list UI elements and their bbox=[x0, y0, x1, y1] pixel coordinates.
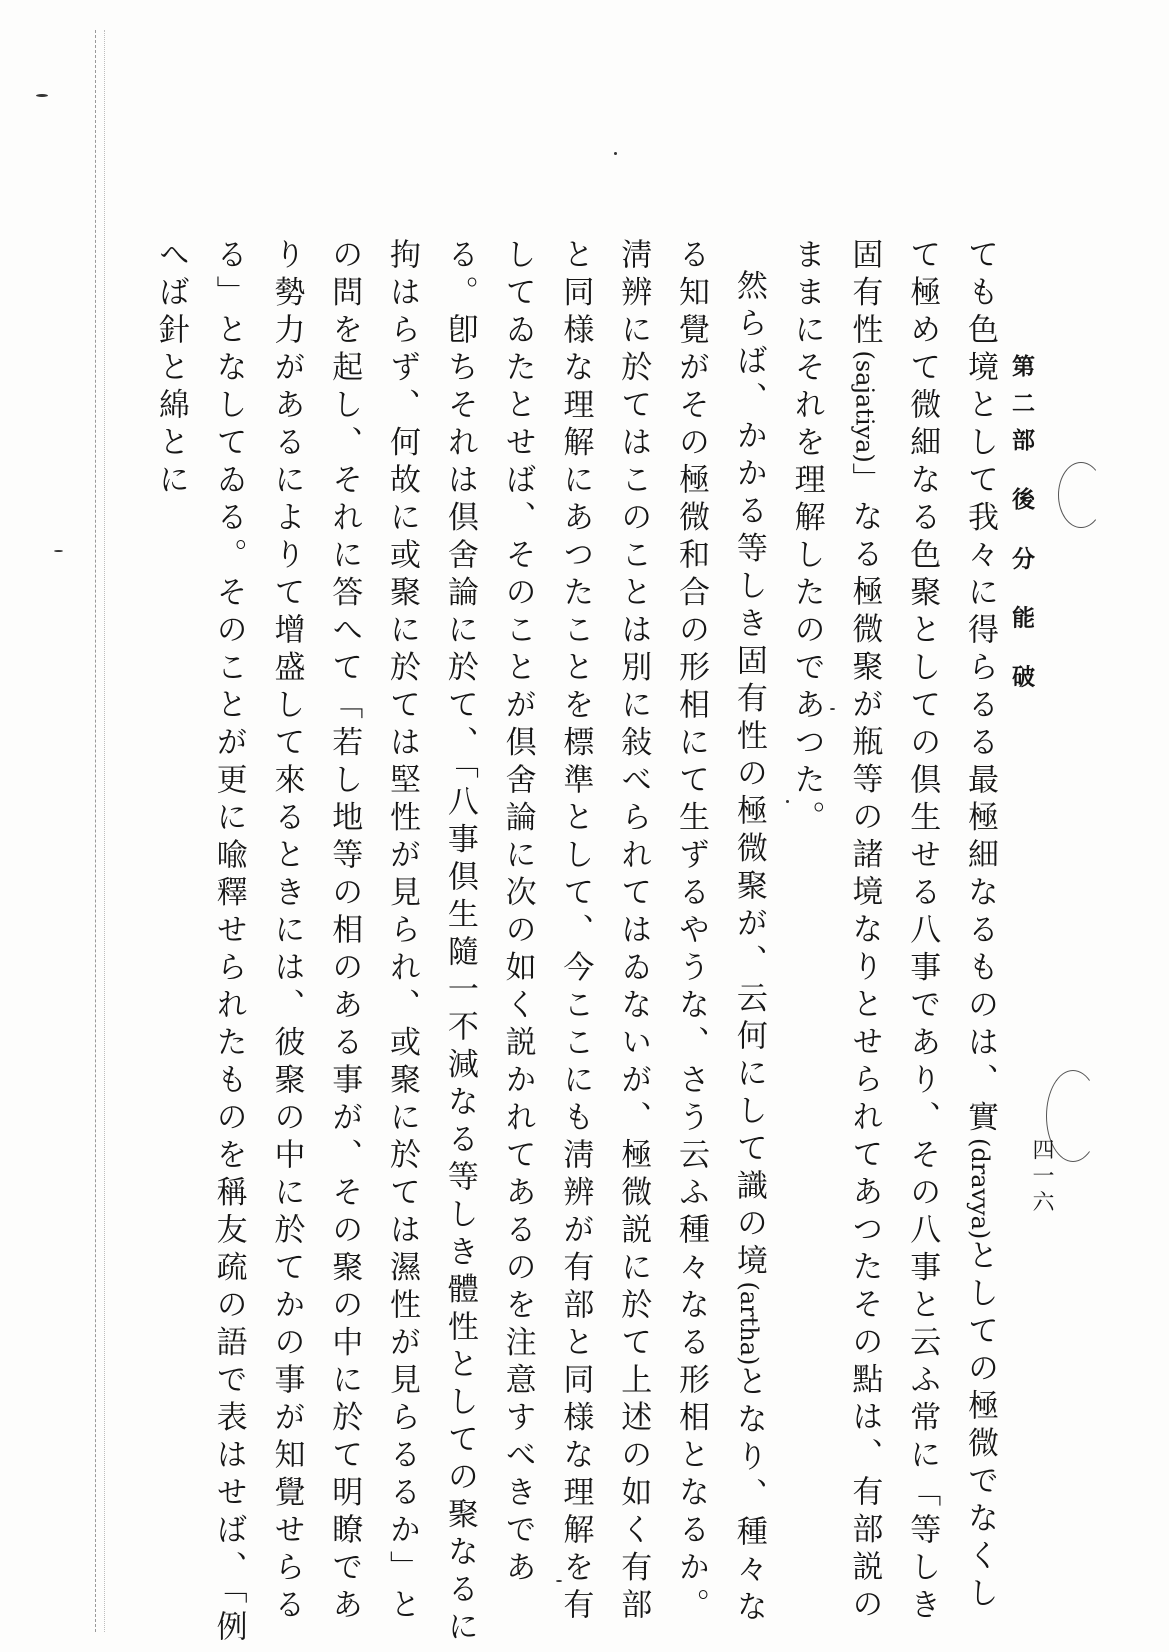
latin-term: (artha) bbox=[734, 1281, 763, 1366]
scan-speck bbox=[54, 550, 63, 552]
scan-edge-line bbox=[95, 30, 96, 1632]
paragraph bbox=[777, 238, 1008, 1648]
scan-speck bbox=[36, 94, 48, 97]
binding-hole-arc bbox=[1046, 1070, 1100, 1162]
text-run: としての極微でなくして極めて微細なる色聚としての倶生せる八事であり、その八事と云ふ常に「等しき固有性 bbox=[846, 238, 998, 1626]
paragraph bbox=[141, 238, 777, 1648]
text-run: 然らば、かかる等しき固有性の極微聚が、云何にして識の境 bbox=[730, 269, 767, 1282]
latin-term: (sajatiya) bbox=[850, 350, 879, 463]
latin-term: (dravya) bbox=[966, 1138, 994, 1240]
running-header-title: 第二部 後 分 能 破 bbox=[1008, 354, 1035, 702]
text-run: となり、種々なる知覺がその極微和合の形相にて生ずるやうな、さう云ふ種々なる形相となるか。淸辨に於てはこのことは別に敍べられてはゐないが、極微説に於て上述の如く有部と同様な理解にあつたことを標準として、今ここにも淸辨が有部と同様な理解を有してゐたとせば、そのことが倶舍論に次の如く説かれてあるのを注意すべきである。卽ちそれは倶舍論に於て、「八事倶生隨一不減なる等しき體性としての聚なるに拘はらず、何故に或聚に於ては堅性が見られ、或聚に於ては濕性が見らるるか」との問を起し、それに答へて「若し地等の相のある事が、その聚の中に於て明瞭であり勢力があるによりて增盛して來るときには、彼聚の中に於てかの事が知覺せらるる」となしてゐる。そのことが更に喩釋せられたものを稱友疏の語で表はせば、「例へば針と綿とに bbox=[152, 238, 767, 1648]
scan-speck bbox=[614, 152, 617, 155]
page-number: 四一六 bbox=[1029, 1138, 1054, 1216]
text-run: 」なる極微聚が瓶等の諸境なりとせられてあつたその點は、有部説のままにそれを理解したのであつた。 bbox=[788, 238, 883, 1626]
scan-edge-line bbox=[104, 30, 105, 1632]
binding-hole-arc bbox=[1058, 462, 1104, 528]
text-run: ても色境として我々に得らるる最極細なるものは、實 bbox=[962, 238, 998, 1138]
body-text bbox=[152, 238, 1008, 1648]
